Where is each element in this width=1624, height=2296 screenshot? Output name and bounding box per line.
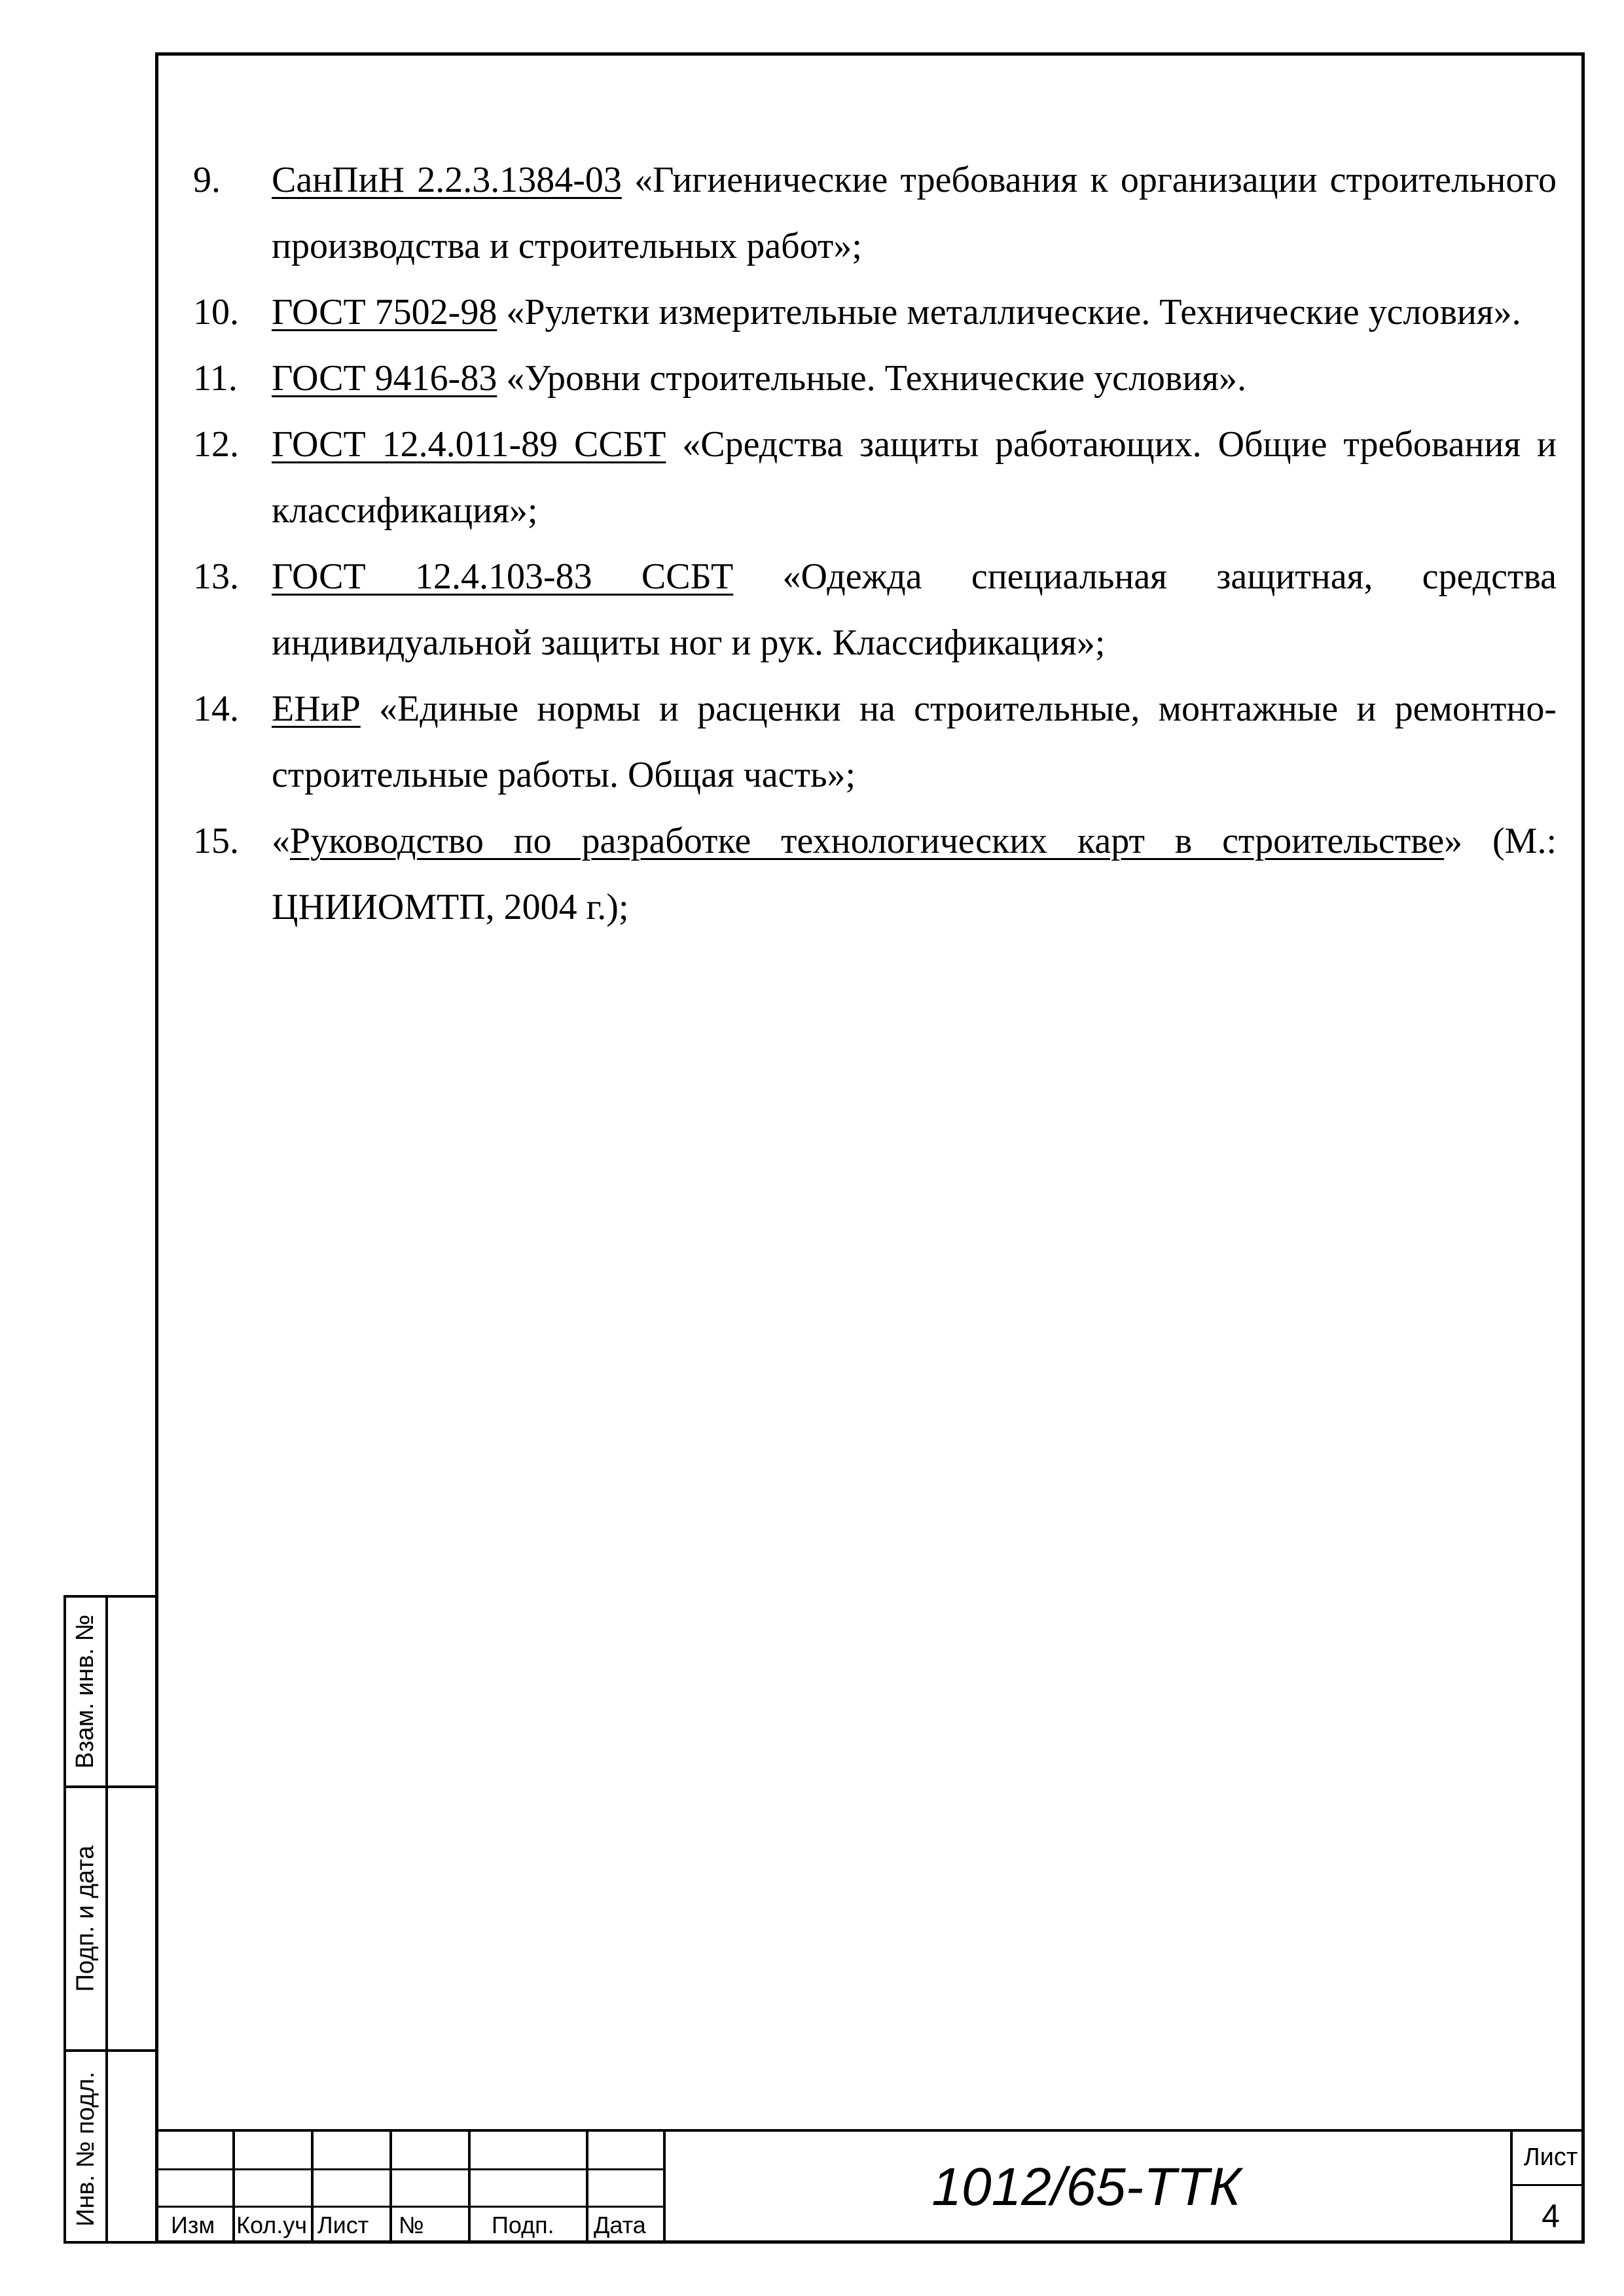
- reference-open-quote: «: [272, 821, 290, 861]
- reference-title: «Средства защиты работающих. Общие требования и классификация»;: [272, 424, 1557, 531]
- reference-title: » (М.: ЦНИИОМТП, 2004 г.);: [272, 821, 1557, 927]
- standard-reference-link[interactable]: Руководство по разработке технологических карт в строительстве: [290, 821, 1445, 861]
- inv-podl-label: Инв. № подл.: [71, 2072, 99, 2227]
- standard-reference-link[interactable]: ЕНиР: [272, 689, 361, 729]
- title-block: [155, 2129, 1585, 2244]
- reference-title: «Уровни строительные. Технические условия».: [497, 358, 1247, 399]
- reference-number: 12.: [193, 424, 239, 465]
- col-number: №: [399, 2212, 424, 2238]
- reference-number: 11.: [193, 358, 238, 399]
- sheet-label: Лист: [1523, 2144, 1578, 2171]
- reference-number: 13.: [193, 556, 239, 597]
- col-izm: Изм: [171, 2212, 215, 2238]
- document-code: 1012/65-ТТК: [931, 2157, 1241, 2217]
- reference-item: [193, 544, 1557, 676]
- standard-reference-link[interactable]: ГОСТ 12.4.103-83 ССБТ: [272, 556, 734, 597]
- reference-list: [193, 147, 1557, 941]
- side-stamp: [63, 1595, 155, 2244]
- col-list: Лист: [317, 2212, 369, 2238]
- col-date: Дата: [594, 2212, 646, 2238]
- reference-number: 9.: [193, 160, 221, 200]
- reference-item: [193, 147, 1557, 279]
- vzam-inv-label: Взам. инв. №: [71, 1614, 99, 1769]
- podp-date-label: Подп. и дата: [71, 1845, 99, 1992]
- reference-title: «Единые нормы и расценки на строительные, монтажные и ремонтно-строительные работы. Общая часть»;: [272, 689, 1557, 795]
- reference-item: [193, 279, 1557, 346]
- reference-title: «Рулетки измерительные металлические. Технические условия».: [497, 292, 1521, 332]
- reference-item: [193, 676, 1557, 808]
- standard-reference-link[interactable]: ГОСТ 7502-98: [272, 292, 497, 332]
- standard-reference-link[interactable]: ГОСТ 9416-83: [272, 358, 497, 399]
- reference-item: [193, 412, 1557, 544]
- reference-item: [193, 808, 1557, 941]
- reference-number: 14.: [193, 689, 239, 729]
- reference-title: «Гигиенические требования к организации строительного производства и строительных работ»;: [272, 160, 1557, 266]
- sheet-number: 4: [1542, 2198, 1560, 2234]
- col-kol-uch: Кол.уч: [236, 2212, 307, 2238]
- standard-reference-link[interactable]: СанПиН 2.2.3.1384-03: [272, 160, 622, 200]
- col-podp: Подп.: [492, 2212, 554, 2238]
- reference-title: «Одежда специальная защитная, средства индивидуальной защиты ног и рук. Классификация»;: [272, 556, 1557, 663]
- reference-number: 15.: [193, 821, 239, 861]
- reference-number: 10.: [193, 292, 239, 332]
- standard-reference-link[interactable]: ГОСТ 12.4.011-89 ССБТ: [272, 424, 666, 465]
- reference-item: [193, 346, 1557, 412]
